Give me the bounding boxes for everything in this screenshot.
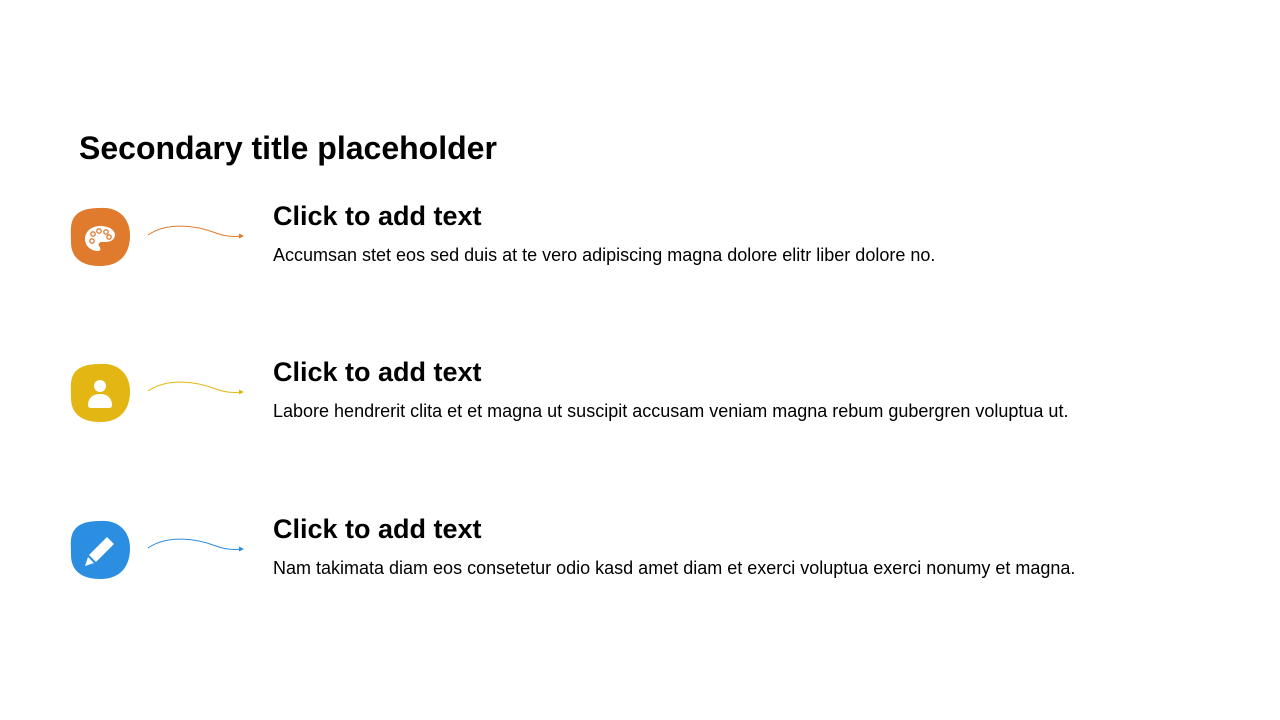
item-heading[interactable]: Click to add text bbox=[273, 357, 482, 387]
list-item bbox=[0, 201, 1280, 316]
connector-arrow bbox=[146, 222, 246, 242]
item-icon-badge bbox=[68, 362, 132, 426]
item-heading[interactable]: Click to add text bbox=[273, 514, 482, 544]
item-body[interactable]: Accumsan stet eos sed duis at te vero adipiscing magna dolore elitr liber dolore no. bbox=[273, 245, 936, 265]
item-body[interactable]: Nam takimata diam eos consetetur odio kasd amet diam et exerci voluptua exerci nonumy et magna. bbox=[273, 558, 1076, 578]
slide-title[interactable]: Secondary title placeholder bbox=[79, 130, 497, 166]
item-icon-badge bbox=[68, 206, 132, 270]
item-icon-badge bbox=[68, 519, 132, 583]
list-item bbox=[0, 357, 1280, 472]
list-item bbox=[0, 514, 1280, 629]
item-heading[interactable]: Click to add text bbox=[273, 201, 482, 231]
connector-arrow bbox=[146, 535, 246, 555]
connector-arrow bbox=[146, 378, 246, 398]
item-body[interactable]: Labore hendrerit clita et et magna ut suscipit accusam veniam magna rebum gubergren voluptua ut. bbox=[273, 401, 1069, 421]
